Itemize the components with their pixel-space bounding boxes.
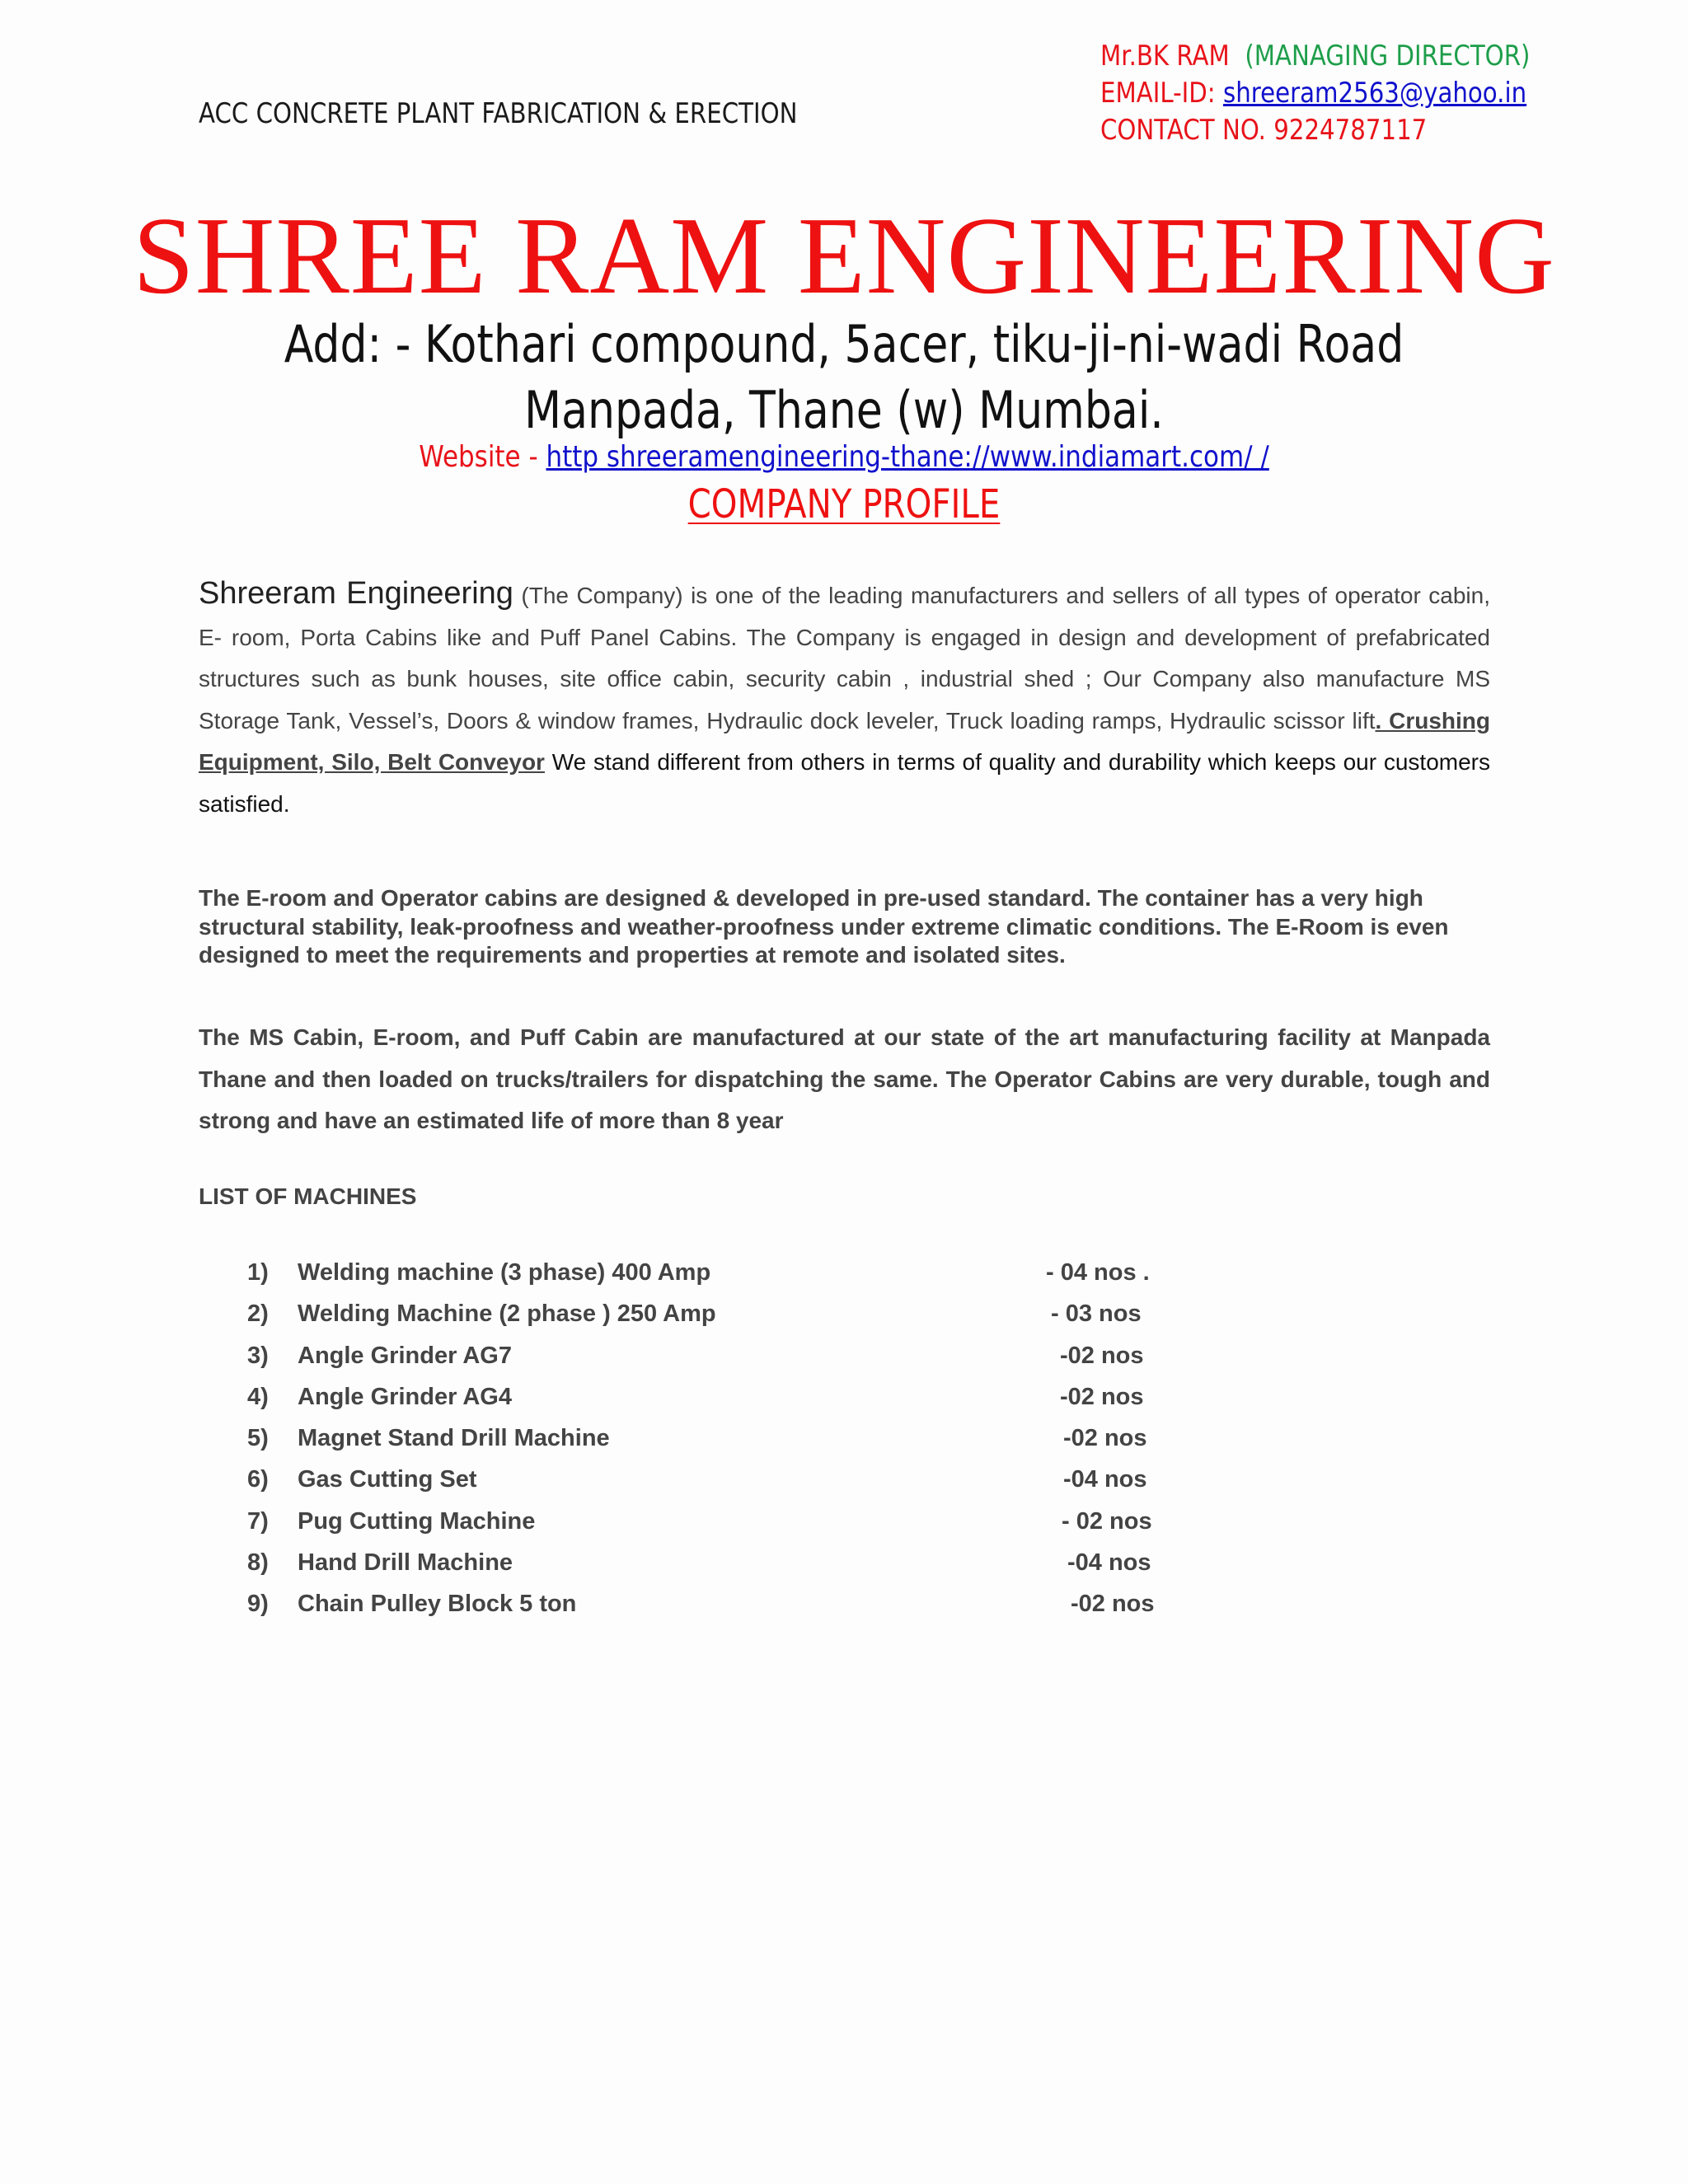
list-item — [247, 1591, 1236, 1632]
intro-tail: We stand different from others in terms of quality and durability which keeps our customers satisfied. — [199, 749, 1491, 817]
item-quantity: -04 nos — [1067, 1549, 1151, 1577]
machines-list-title: LIST OF MACHINES — [199, 1183, 417, 1209]
item-name: Welding Machine (2 phase ) 250 Amp — [298, 1301, 716, 1328]
item-name: Gas Cutting Set — [298, 1466, 477, 1493]
list-item — [247, 1425, 1236, 1466]
item-quantity: -02 nos — [1071, 1591, 1155, 1618]
list-item — [247, 1343, 1236, 1384]
list-item — [247, 1549, 1236, 1591]
item-quantity: -02 nos — [1060, 1342, 1144, 1369]
address-line-2: Manpada, Thane (w) Mumbai. — [524, 380, 1164, 440]
profile-heading-text: COMPANY PROFILE — [687, 481, 1001, 527]
item-name: Angle Grinder AG7 — [298, 1342, 512, 1369]
email-link[interactable]: shreeram2563@yahoo.in — [1222, 77, 1527, 110]
eroom-paragraph: The E-room and Operator cabins are designed & developed in pre-used standard. The container has a very high structural stability, leak-proofness and weather-proofness under extreme climatic conditions. The E-Room is even designed to meet the requirements and properties at remote and isolated sites. — [199, 885, 1449, 968]
item-quantity: -02 nos — [1063, 1425, 1147, 1452]
intro-lead: Shreeram Engineering — [199, 576, 513, 611]
company-tagline: ACC CONCRETE PLANT FABRICATION & ERECTION — [199, 97, 798, 130]
machines-list — [247, 1259, 1236, 1633]
company-address — [135, 312, 1553, 443]
email-label: EMAIL-ID: — [1100, 77, 1216, 110]
profile-heading — [135, 478, 1553, 531]
item-quantity: - 02 nos — [1062, 1507, 1152, 1535]
website-line — [118, 438, 1569, 476]
item-number: 9) — [247, 1591, 269, 1618]
item-name: Welding machine (3 phase) 400 Amp — [298, 1259, 711, 1286]
intro-paragraph — [199, 573, 1490, 825]
intro-underlined: . Crushing Equipment, Silo, Belt Conveyor — [199, 707, 1490, 775]
item-quantity: -02 nos — [1060, 1383, 1144, 1410]
list-item — [247, 1508, 1236, 1549]
director-name: Mr.BK RAM — [1100, 40, 1230, 73]
director-role: (MANAGING DIRECTOR) — [1245, 40, 1531, 73]
item-name: Magnet Stand Drill Machine — [298, 1425, 610, 1452]
director-line — [1100, 38, 1530, 75]
contact-block — [1100, 38, 1530, 149]
item-quantity: - 03 nos — [1051, 1301, 1142, 1328]
email-line — [1100, 75, 1530, 112]
item-number: 5) — [247, 1425, 269, 1452]
item-name: Hand Drill Machine — [298, 1549, 513, 1577]
list-item — [247, 1301, 1236, 1342]
list-item — [247, 1384, 1236, 1425]
item-number: 7) — [247, 1507, 269, 1535]
item-number: 8) — [247, 1549, 269, 1577]
item-number: 1) — [247, 1259, 269, 1286]
list-item — [247, 1466, 1236, 1507]
item-quantity: -04 nos — [1063, 1466, 1147, 1493]
item-number: 6) — [247, 1466, 269, 1493]
item-name: Pug Cutting Machine — [298, 1507, 536, 1535]
item-name: Angle Grinder AG4 — [298, 1383, 512, 1410]
item-quantity: - 04 nos . — [1046, 1259, 1150, 1286]
item-name: Chain Pulley Block 5 ton — [298, 1591, 577, 1618]
item-number: 2) — [247, 1301, 269, 1328]
website-label: Website - — [419, 440, 546, 474]
facility-paragraph: The MS Cabin, E-room, and Puff Cabin are manufactured at our state of the art manufacturing facility at Manpada Thane and then loaded on trucks/trailers for dispatching the same. The Operator Cabins are very durable, tough and strong and have an estimated life of more than 8 year — [199, 1024, 1490, 1133]
website-link[interactable]: http shreeramengineering-thane://www.indiamart.com/ / — [546, 440, 1269, 474]
item-number: 4) — [247, 1383, 269, 1410]
intro-body: (The Company) is one of the leading manufacturers and sellers of all types of operator cabin, E- room, Porta Cabins like and Puff Panel Cabins. The Company is engaged in design and development of prefabricated structures such as bunk houses, site office cabin, security cabin , industrial shed ; Our Company also manufacture MS Storage Tank, Vessel’s, Doors & window frames, Hydraulic dock leveler, Truck loading ramps, Hydraulic scissor lift — [199, 583, 1490, 733]
address-line-1: Add: - Kothari compound, 5acer, tiku-ji-ni-wadi Road — [284, 314, 1404, 374]
contact-number: CONTACT NO. 9224787117 — [1100, 114, 1428, 147]
list-item — [247, 1259, 1236, 1301]
company-name: SHREE RAM ENGINEERING — [133, 194, 1555, 316]
item-number: 3) — [247, 1342, 269, 1369]
